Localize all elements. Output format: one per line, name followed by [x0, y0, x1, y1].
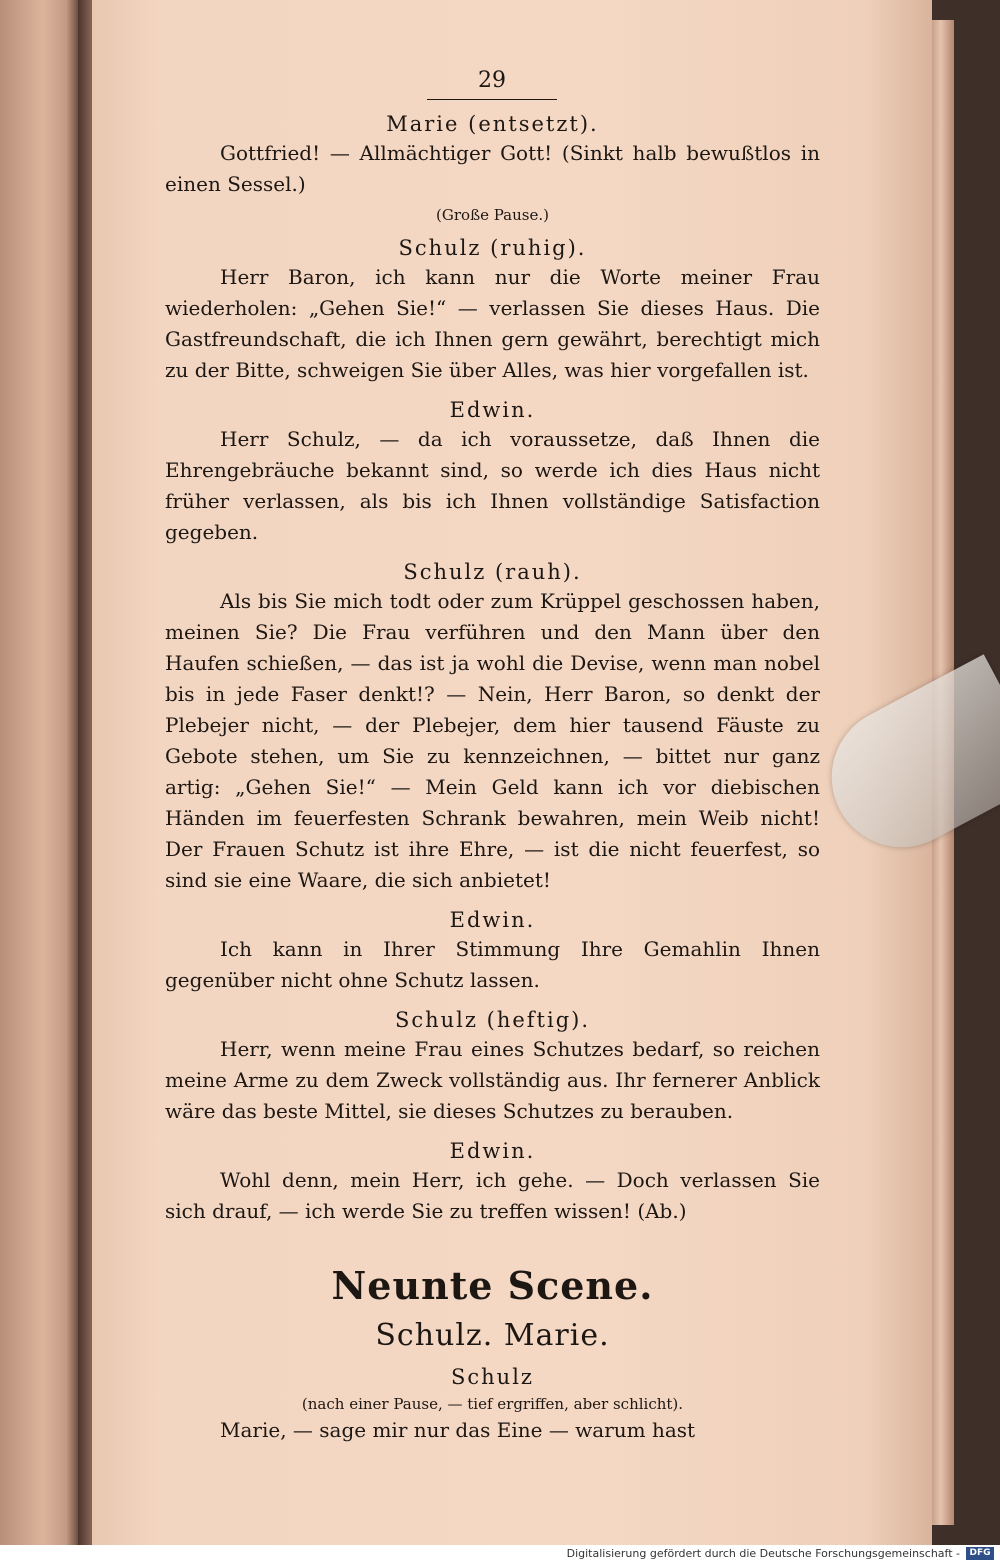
dialogue-paragraph: Gottfried! — Allmächtiger Gott! (Sinkt halb bewußtlos in einen Sessel.)	[165, 141, 820, 196]
speaker-schulz: Schulz (rauh).	[403, 560, 582, 584]
dialogue-paragraph: Als bis Sie mich todt oder zum Krüppel geschossen haben, meinen Sie? Die Frau verführen und den Mann über den Haufen schießen, — das ist ja wohl die Devise, wenn man nobel bis in jede Faser denkt!? — Nein, Herr Baron, so denkt der Plebejer nicht, — der Plebejer, dem hier tausend Fäuste zu Gebote stehen, um Sie zu kennzeichnen, — bittet nur ganz artig: „Gehen Sie!“ — Mein Geld kann ich vor diebischen Händen im feuerfesten Schrank bewahren, mein Weib nicht! Der Frauen Schutz ist ihre Ehre, — ist die nicht feuerfest, so sind sie eine Waare, die sich anbietet!	[165, 589, 820, 892]
speaker-schulz: Schulz	[451, 1365, 534, 1389]
stage-direction: (Große Pause.)	[436, 206, 549, 224]
left-page-edge	[0, 0, 78, 1545]
dialogue-paragraph: Marie, — sage mir nur das Eine — warum hast	[220, 1418, 696, 1442]
speaker-edwin: Edwin.	[449, 398, 536, 422]
dialogue-paragraph: Herr, wenn meine Frau eines Schutzes bedarf, so reichen meine Arme zu dem Zweck vollständig aus. Ihr fernerer Anblick wäre das beste Mittel, sie dieses Schutzes zu berauben.	[165, 1037, 820, 1123]
dialogue-paragraph: Ich kann in Ihrer Stimmung Ihre Gemahlin Ihnen gegenüber nicht ohne Schutz lassen.	[165, 937, 820, 992]
dialogue-paragraph: Wohl denn, mein Herr, ich gehe. — Doch verlassen Sie sich drauf, — ich werde Sie zu treffen wissen! (Ab.)	[165, 1168, 820, 1223]
dfg-logo: DFG	[966, 1547, 994, 1560]
dialogue-paragraph: Herr Baron, ich kann nur die Worte meiner Frau wiederholen: „Gehen Sie!“ — verlassen Sie dieses Haus. Die Gastfreundschaft, die ich Ihnen gern gewährt, berechtigt mich zu der Bitte, schweigen Sie über Alles, was hier vorgefallen ist.	[165, 265, 820, 382]
scene-title: Neunte Scene.	[331, 1263, 654, 1308]
book-spine	[78, 0, 92, 1545]
dialogue-paragraph: Herr Schulz, — da ich voraussetze, daß Ihnen die Ehrengebräuche bekannt sind, so werde ich dies Haus nicht früher verlassen, als bis ich Ihnen vollständige Satisfaction gegeben.	[165, 427, 820, 544]
speaker-edwin: Edwin.	[449, 908, 536, 932]
speaker-edwin: Edwin.	[449, 1139, 536, 1163]
footer-text: Digitalisierung gefördert durch die Deutsche Forschungsgemeinschaft -	[566, 1547, 960, 1560]
scene-cast: Schulz. Marie.	[375, 1318, 610, 1353]
speaker-schulz: Schulz (heftig).	[394, 1008, 591, 1032]
stage-direction: (nach einer Pause, — tief ergriffen, aber schlicht).	[301, 1395, 684, 1413]
speaker-schulz: Schulz (ruhig).	[398, 236, 587, 260]
page-content	[165, 68, 820, 1448]
speaker-marie: Marie (entsetzt).	[386, 112, 599, 136]
footer-bar	[0, 1545, 1000, 1563]
page-number: 29	[427, 68, 557, 100]
